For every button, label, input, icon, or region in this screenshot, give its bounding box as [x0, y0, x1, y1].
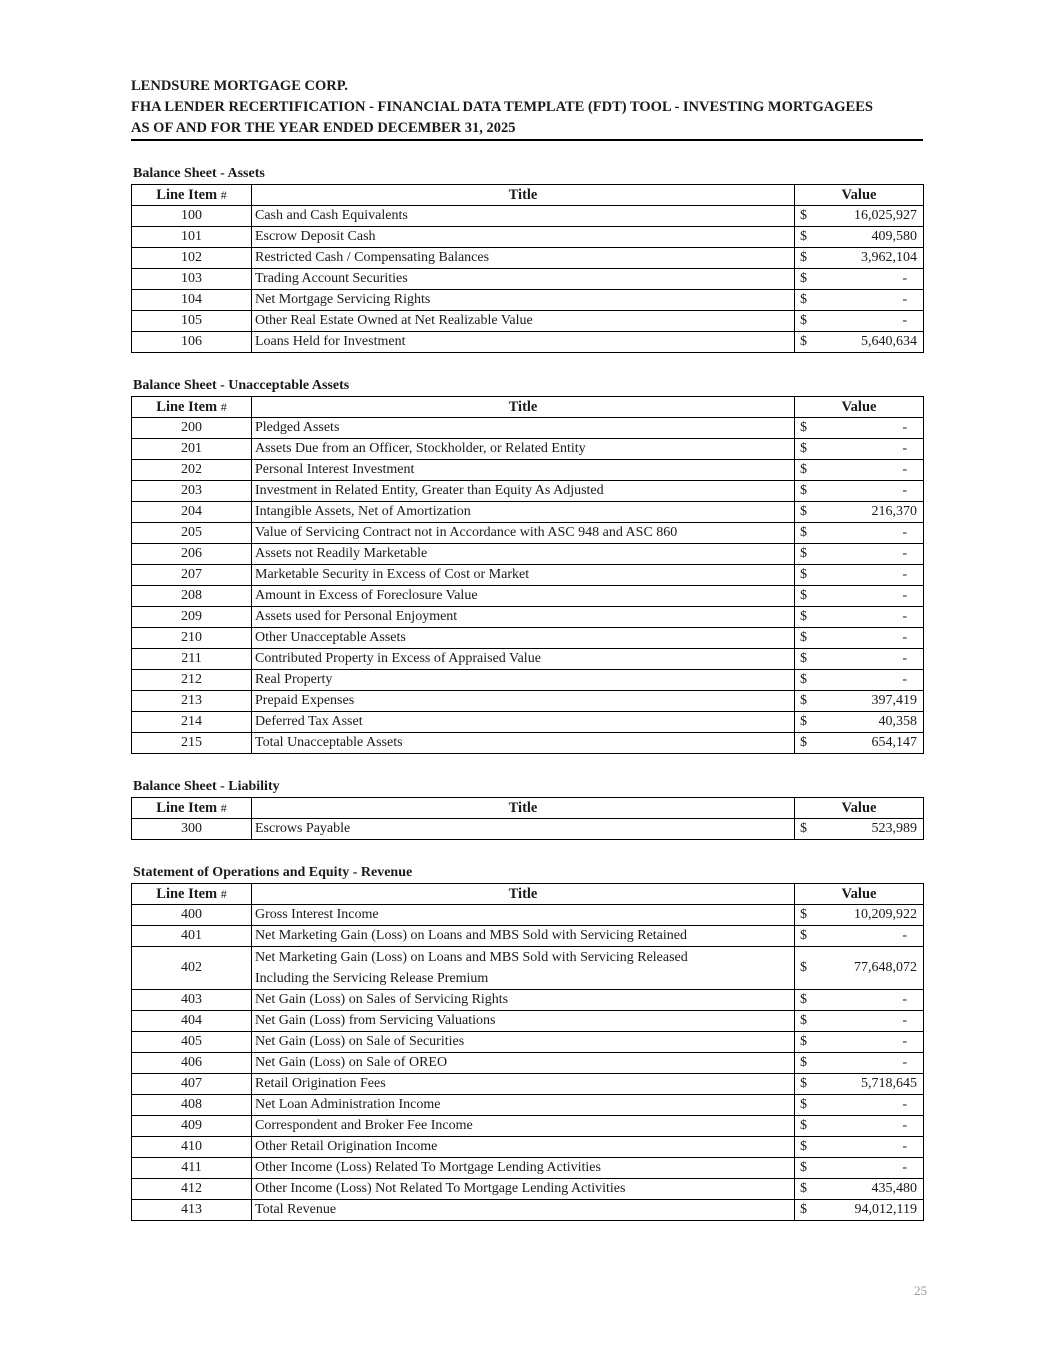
currency-symbol: $ [800, 1202, 807, 1217]
line-item-title: Other Retail Origination Income [252, 1137, 795, 1158]
line-item-number: 106 [132, 332, 252, 353]
amount: - [902, 672, 907, 687]
line-item-value [795, 565, 924, 586]
line-item-title [252, 947, 795, 990]
line-item-value [795, 248, 924, 269]
currency-symbol: $ [800, 271, 807, 286]
table-row [132, 1158, 924, 1179]
line-item-value [795, 1116, 924, 1137]
value-header: Value [795, 185, 924, 206]
line-item-value [795, 649, 924, 670]
line-item-number: 103 [132, 269, 252, 290]
amount: - [902, 525, 907, 540]
line-item-title: Intangible Assets, Net of Amortization [252, 502, 795, 523]
currency-symbol: $ [800, 420, 807, 435]
currency-symbol: $ [800, 1181, 807, 1196]
line-item-number: 409 [132, 1116, 252, 1137]
line-item-title: Net Gain (Loss) on Sale of OREO [252, 1053, 795, 1074]
line-item-number: 205 [132, 523, 252, 544]
line-item-number: 402 [132, 947, 252, 990]
line-item-header-label: Line Item [156, 399, 218, 415]
line-item-value [795, 586, 924, 607]
line-item-value [795, 481, 924, 502]
currency-symbol: $ [800, 1034, 807, 1049]
line-item-number: 407 [132, 1074, 252, 1095]
line-item-title: Investment in Related Entity, Greater than Equity As Adjusted [252, 481, 795, 502]
line-item-title: Assets Due from an Officer, Stockholder, or Related Entity [252, 439, 795, 460]
amount: 409,580 [871, 229, 917, 244]
line-item-number: 209 [132, 607, 252, 628]
line-item-number: 412 [132, 1179, 252, 1200]
amount: - [902, 1034, 907, 1049]
line-item-header [132, 185, 252, 206]
amount: 435,480 [871, 1181, 917, 1196]
line-item-title: Escrow Deposit Cash [252, 227, 795, 248]
line-item-value [795, 418, 924, 439]
amount: - [902, 1160, 907, 1175]
table-row [132, 1074, 924, 1095]
line-item-value [795, 670, 924, 691]
table-row [132, 439, 924, 460]
table-row [132, 607, 924, 628]
line-item-title: Other Unacceptable Assets [252, 628, 795, 649]
line-item-value [795, 1011, 924, 1032]
line-item-value [795, 1074, 924, 1095]
line-item-value [795, 733, 924, 754]
table-row [132, 565, 924, 586]
line-item-number: 411 [132, 1158, 252, 1179]
section-title: Statement of Operations and Equity - Revenue [133, 865, 413, 880]
line-item-title: Marketable Security in Excess of Cost or Market [252, 565, 795, 586]
value-header: Value [795, 397, 924, 418]
line-item-value [795, 269, 924, 290]
table-row [132, 819, 924, 840]
amount: - [902, 1097, 907, 1112]
line-item-value [795, 460, 924, 481]
line-item-value [795, 1053, 924, 1074]
currency-symbol: $ [800, 208, 807, 223]
line-item-title: Net Gain (Loss) on Sale of Securities [252, 1032, 795, 1053]
section-title: Balance Sheet - Assets [133, 166, 265, 181]
line-item-number: 208 [132, 586, 252, 607]
amount: 216,370 [871, 504, 917, 519]
line-item-number: 214 [132, 712, 252, 733]
currency-symbol: $ [800, 672, 807, 687]
section-0 [131, 163, 923, 353]
amount: - [902, 271, 907, 286]
currency-symbol: $ [800, 1160, 807, 1175]
line-item-value [795, 439, 924, 460]
line-item-title: Retail Origination Fees [252, 1074, 795, 1095]
line-item-title: Trading Account Securities [252, 269, 795, 290]
line-item-number: 215 [132, 733, 252, 754]
currency-symbol: $ [800, 609, 807, 624]
line-item-number: 212 [132, 670, 252, 691]
line-item-title: Net Marketing Gain (Loss) on Loans and MBS Sold with Servicing Retained [252, 926, 795, 947]
amount: 40,358 [878, 714, 917, 729]
amount: - [902, 1055, 907, 1070]
section-1 [131, 375, 923, 754]
line-item-title: Total Revenue [252, 1200, 795, 1221]
line-item-value [795, 544, 924, 565]
line-item-number: 201 [132, 439, 252, 460]
table-row [132, 670, 924, 691]
amount: - [902, 588, 907, 603]
currency-symbol: $ [800, 992, 807, 1007]
line-item-number: 207 [132, 565, 252, 586]
line-item-value [795, 1158, 924, 1179]
table-row [132, 248, 924, 269]
line-item-number: 202 [132, 460, 252, 481]
line-item-title: Real Property [252, 670, 795, 691]
line-item-value [795, 819, 924, 840]
amount: 94,012,119 [854, 1202, 917, 1217]
currency-symbol: $ [800, 229, 807, 244]
line-item-value [795, 926, 924, 947]
page-number: 25 [914, 1283, 927, 1298]
table-row [132, 481, 924, 502]
line-item-number: 211 [132, 649, 252, 670]
line-item-number: 400 [132, 905, 252, 926]
currency-symbol: $ [800, 907, 807, 922]
line-item-header-label: Line Item [156, 800, 218, 816]
title-header: Title [252, 185, 795, 206]
company-name: LENDSURE MORTGAGE CORP. [131, 78, 348, 94]
table-row [132, 418, 924, 439]
table-row [132, 628, 924, 649]
table-header-row [132, 185, 924, 206]
line-item-value [795, 1095, 924, 1116]
currency-symbol: $ [800, 292, 807, 307]
line-item-header-hash: # [220, 887, 227, 901]
amount: - [902, 546, 907, 561]
line-item-value [795, 712, 924, 733]
currency-symbol: $ [800, 821, 807, 836]
line-item-number: 101 [132, 227, 252, 248]
line-item-number: 408 [132, 1095, 252, 1116]
section-title: Balance Sheet - Liability [133, 779, 280, 794]
amount: 16,025,927 [854, 208, 917, 223]
table-row [132, 1053, 924, 1074]
line-item-title: Deferred Tax Asset [252, 712, 795, 733]
amount: - [902, 992, 907, 1007]
line-item-header-label: Line Item [156, 886, 218, 902]
currency-symbol: $ [800, 483, 807, 498]
value-header: Value [795, 884, 924, 905]
line-item-header-hash: # [220, 801, 227, 815]
line-item-title: Net Gain (Loss) on Sales of Servicing Rights [252, 990, 795, 1011]
currency-symbol: $ [800, 441, 807, 456]
table-row [132, 1032, 924, 1053]
table-row [132, 332, 924, 353]
line-item-header-hash: # [220, 188, 227, 202]
line-item-title: Net Mortgage Servicing Rights [252, 290, 795, 311]
currency-symbol: $ [800, 567, 807, 582]
line-item-value [795, 990, 924, 1011]
currency-symbol: $ [800, 630, 807, 645]
line-item-title: Personal Interest Investment [252, 460, 795, 481]
line-item-value [795, 905, 924, 926]
amount: - [902, 630, 907, 645]
line-item-number: 102 [132, 248, 252, 269]
table-row [132, 311, 924, 332]
line-item-number: 104 [132, 290, 252, 311]
currency-symbol: $ [800, 693, 807, 708]
line-item-title: Amount in Excess of Foreclosure Value [252, 586, 795, 607]
amount: - [902, 1118, 907, 1133]
table-header-row [132, 884, 924, 905]
line-item-header [132, 798, 252, 819]
line-item-number: 405 [132, 1032, 252, 1053]
currency-symbol: $ [800, 504, 807, 519]
report-title: FHA LENDER RECERTIFICATION - FINANCIAL DATA TEMPLATE (FDT) TOOL - INVESTING MORTGAGEES [131, 99, 873, 115]
line-item-number: 200 [132, 418, 252, 439]
amount: 397,419 [871, 693, 917, 708]
amount: 654,147 [871, 735, 917, 750]
section-3 [131, 862, 923, 1221]
currency-symbol: $ [800, 525, 807, 540]
line-item-number: 410 [132, 1137, 252, 1158]
currency-symbol: $ [800, 334, 807, 349]
line-item-number: 105 [132, 311, 252, 332]
title-header: Title [252, 798, 795, 819]
table-row [132, 586, 924, 607]
table-row [132, 691, 924, 712]
table-row [132, 1200, 924, 1221]
currency-symbol: $ [800, 588, 807, 603]
line-item-table [131, 184, 924, 353]
amount: - [902, 651, 907, 666]
amount: - [902, 292, 907, 307]
section-2 [131, 776, 923, 840]
table-row [132, 905, 924, 926]
currency-symbol: $ [800, 714, 807, 729]
currency-symbol: $ [800, 928, 807, 943]
table-row [132, 523, 924, 544]
line-item-header [132, 884, 252, 905]
table-row [132, 1095, 924, 1116]
table-row [132, 712, 924, 733]
currency-symbol: $ [800, 651, 807, 666]
line-item-number: 210 [132, 628, 252, 649]
line-item-number: 100 [132, 206, 252, 227]
title-header: Title [252, 397, 795, 418]
line-item-header-hash: # [220, 400, 227, 414]
line-item-value [795, 1179, 924, 1200]
line-item-number: 213 [132, 691, 252, 712]
table-row [132, 460, 924, 481]
line-item-value [795, 628, 924, 649]
line-item-value [795, 502, 924, 523]
table-row [132, 290, 924, 311]
line-item-title: Correspondent and Broker Fee Income [252, 1116, 795, 1137]
table-header-row [132, 397, 924, 418]
line-item-title: Loans Held for Investment [252, 332, 795, 353]
section-title: Balance Sheet - Unacceptable Assets [133, 378, 350, 393]
line-item-title: Restricted Cash / Compensating Balances [252, 248, 795, 269]
table-row [132, 1116, 924, 1137]
table-row [132, 206, 924, 227]
sections-container [131, 163, 923, 1221]
line-item-title: Assets used for Personal Enjoyment [252, 607, 795, 628]
line-item-header-label: Line Item [156, 187, 218, 203]
title-header: Title [252, 884, 795, 905]
currency-symbol: $ [800, 1139, 807, 1154]
line-item-header [132, 397, 252, 418]
line-item-title: Assets not Readily Marketable [252, 544, 795, 565]
line-item-value [795, 206, 924, 227]
currency-symbol: $ [800, 546, 807, 561]
currency-symbol: $ [800, 1055, 807, 1070]
line-item-title-line2: Including the Servicing Release Premium [255, 971, 489, 986]
line-item-number: 404 [132, 1011, 252, 1032]
currency-symbol: $ [800, 1118, 807, 1133]
amount: 5,718,645 [861, 1076, 917, 1091]
line-item-title: Net Gain (Loss) from Servicing Valuations [252, 1011, 795, 1032]
line-item-value [795, 290, 924, 311]
line-item-table [131, 396, 924, 754]
line-item-value [795, 691, 924, 712]
amount: - [902, 420, 907, 435]
amount: 523,989 [871, 821, 917, 836]
amount: - [902, 928, 907, 943]
line-item-value [795, 1032, 924, 1053]
line-item-value [795, 227, 924, 248]
line-item-value [795, 523, 924, 544]
currency-symbol: $ [800, 1076, 807, 1091]
table-row [132, 926, 924, 947]
currency-symbol: $ [800, 462, 807, 477]
amount: 3,962,104 [861, 250, 917, 265]
line-item-title: Net Loan Administration Income [252, 1095, 795, 1116]
line-item-title: Total Unacceptable Assets [252, 733, 795, 754]
line-item-title: Escrows Payable [252, 819, 795, 840]
table-row [132, 1011, 924, 1032]
value-header: Value [795, 798, 924, 819]
line-item-value [795, 1137, 924, 1158]
table-row [132, 1137, 924, 1158]
table-row [132, 990, 924, 1011]
line-item-value [795, 332, 924, 353]
line-item-title: Value of Servicing Contract not in Accordance with ASC 948 and ASC 860 [252, 523, 795, 544]
table-row [132, 649, 924, 670]
line-item-value [795, 1200, 924, 1221]
line-item-number: 406 [132, 1053, 252, 1074]
table-row [132, 1179, 924, 1200]
amount: - [902, 1139, 907, 1154]
line-item-title: Cash and Cash Equivalents [252, 206, 795, 227]
line-item-table [131, 797, 924, 840]
amount: 77,648,072 [854, 960, 917, 975]
line-item-value [795, 947, 924, 990]
line-item-number: 203 [132, 481, 252, 502]
currency-symbol: $ [800, 960, 807, 975]
line-item-title: Other Income (Loss) Related To Mortgage Lending Activities [252, 1158, 795, 1179]
line-item-title: Pledged Assets [252, 418, 795, 439]
line-item-title: Contributed Property in Excess of Appraised Value [252, 649, 795, 670]
line-item-title: Gross Interest Income [252, 905, 795, 926]
table-row [132, 733, 924, 754]
amount: - [902, 609, 907, 624]
amount: - [902, 313, 907, 328]
amount: - [902, 567, 907, 582]
table-row [132, 544, 924, 565]
line-item-title: Prepaid Expenses [252, 691, 795, 712]
currency-symbol: $ [800, 1013, 807, 1028]
line-item-value [795, 311, 924, 332]
amount: - [902, 462, 907, 477]
line-item-number: 206 [132, 544, 252, 565]
line-item-number: 403 [132, 990, 252, 1011]
line-item-number: 204 [132, 502, 252, 523]
line-item-number: 413 [132, 1200, 252, 1221]
line-item-title: Other Real Estate Owned at Net Realizable Value [252, 311, 795, 332]
line-item-number: 401 [132, 926, 252, 947]
currency-symbol: $ [800, 735, 807, 750]
table-row [132, 269, 924, 290]
line-item-title: Other Income (Loss) Not Related To Mortgage Lending Activities [252, 1179, 795, 1200]
table-row [132, 947, 924, 990]
amount: 5,640,634 [861, 334, 917, 349]
table-row [132, 227, 924, 248]
amount: 10,209,922 [854, 907, 917, 922]
amount: - [902, 483, 907, 498]
currency-symbol: $ [800, 1097, 807, 1112]
document-page [131, 76, 923, 1243]
table-row [132, 502, 924, 523]
line-item-title-line1: Net Marketing Gain (Loss) on Loans and MBS Sold with Servicing Released [255, 950, 688, 965]
currency-symbol: $ [800, 313, 807, 328]
report-period: AS OF AND FOR THE YEAR ENDED DECEMBER 31, 2025 [131, 118, 923, 141]
currency-symbol: $ [800, 250, 807, 265]
amount: - [902, 1013, 907, 1028]
line-item-number: 300 [132, 819, 252, 840]
table-header-row [132, 798, 924, 819]
amount: - [902, 441, 907, 456]
line-item-table [131, 883, 924, 1221]
line-item-value [795, 607, 924, 628]
